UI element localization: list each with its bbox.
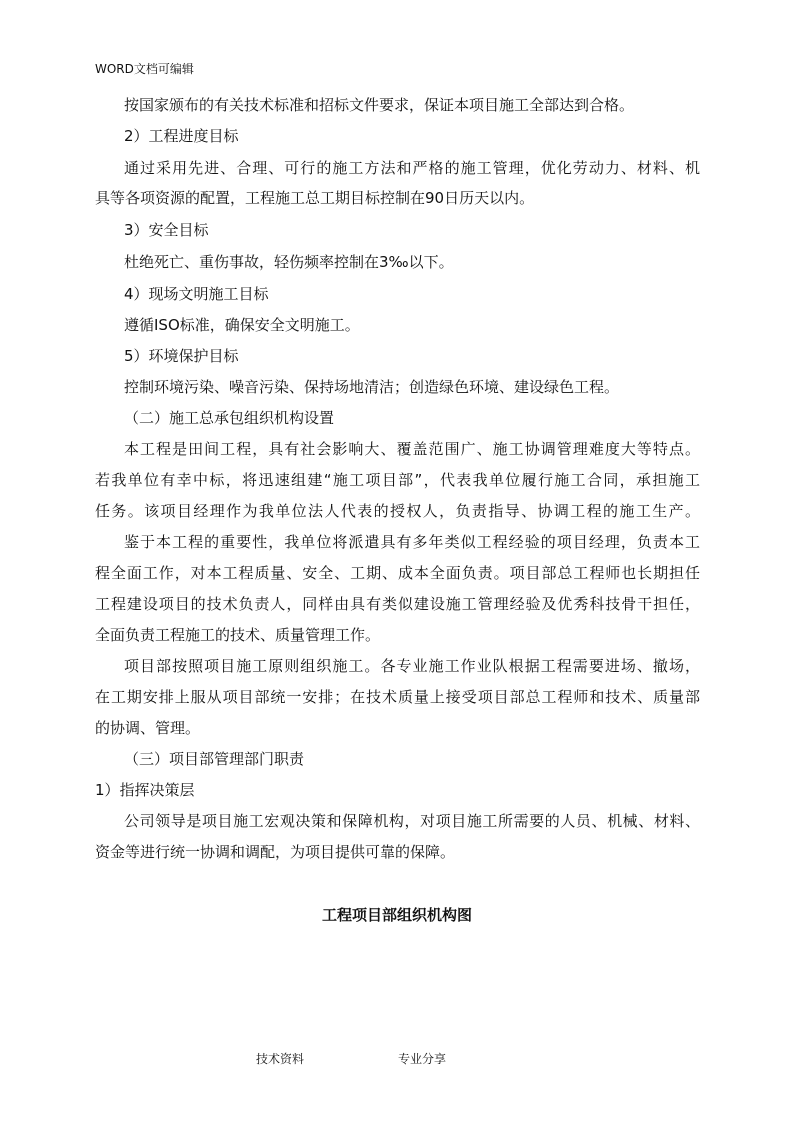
body-line-6: 杜绝死亡、重伤事故，轻伤频率控制在3‰以下。 <box>124 253 454 271</box>
subheading-civilized: 4）现场文明施工目标 <box>124 285 269 303</box>
subheading-environment: 5）环境保护目标 <box>124 347 239 365</box>
body-line-15: 鉴于本工程的重要性，我单位将派遣具有多年类似工程经验的项目经理，负责本工 <box>124 533 700 551</box>
section-heading-2: （二）施工总承包组织机构设置 <box>124 409 335 427</box>
body-line-13: 若我单位有幸中标，将迅速组建“施工项目部”，代表我单位履行施工合同，承担施工 <box>95 471 700 489</box>
footer-left: 技术资料 <box>256 1052 305 1066</box>
subheading-safety: 3）安全目标 <box>124 221 209 239</box>
body-line-12: 本工程是田间工程，具有社会影响大、覆盖范围广、施工协调管理难度大等特点。 <box>124 440 700 458</box>
body-line-19: 项目部按照项目施工原则组织施工。各专业施工作业队根据工程需要进场、撤场， <box>124 657 700 675</box>
subheading-schedule: 2）工程进度目标 <box>124 127 239 145</box>
body-line-25: 资金等进行统一协调和调配，为项目提供可靠的保障。 <box>95 843 456 861</box>
body-line-8: 遵循ISO标准，确保安全文明施工。 <box>124 316 360 334</box>
body-line-14: 任务。该项目经理作为我单位法人代表的授权人，负责指导、协调工程的施工生产。 <box>95 502 700 520</box>
subheading-command: 1）指挥决策层 <box>95 781 195 799</box>
body-line-1: 按国家颁布的有关技术标准和招标文件要求，保证本项目施工全部达到合格。 <box>124 96 635 114</box>
body-line-16: 程全面工作，对本工程质量、安全、工期、成本全面负责。项目部总工程师也长期担任 <box>95 564 700 582</box>
page-header: WORD文档可编辑 <box>95 62 194 76</box>
body-line-21: 的协调、管理。 <box>95 719 201 737</box>
figure-title: 工程项目部组织机构图 <box>321 906 472 924</box>
body-line-10: 控制环境污染、噪音污染、保持场地清洁；创造绿色环境、建设绿色工程。 <box>124 378 620 396</box>
footer-right: 专业分享 <box>398 1052 447 1066</box>
body-line-18: 全面负责工程施工的技术、质量管理工作。 <box>95 626 381 644</box>
body-line-20: 在工期安排上服从项目部统一安排；在技术质量上接受项目部总工程师和技术、质量部 <box>95 688 700 706</box>
body-line-24: 公司领导是项目施工宏观决策和保障机构，对项目施工所需要的人员、机械、材料、 <box>124 812 700 830</box>
body-line-3: 通过采用先进、合理、可行的施工方法和严格的施工管理，优化劳动力、材料、机 <box>124 159 700 177</box>
body-line-4: 具等各项资源的配置，工程施工总工期目标控制在90日历天以内。 <box>95 189 535 207</box>
section-heading-3: （三）项目部管理部门职责 <box>124 750 305 768</box>
body-line-17: 工程建设项目的技术负责人，同样由具有类似建设施工管理经验及优秀科技骨干担任， <box>95 595 700 613</box>
